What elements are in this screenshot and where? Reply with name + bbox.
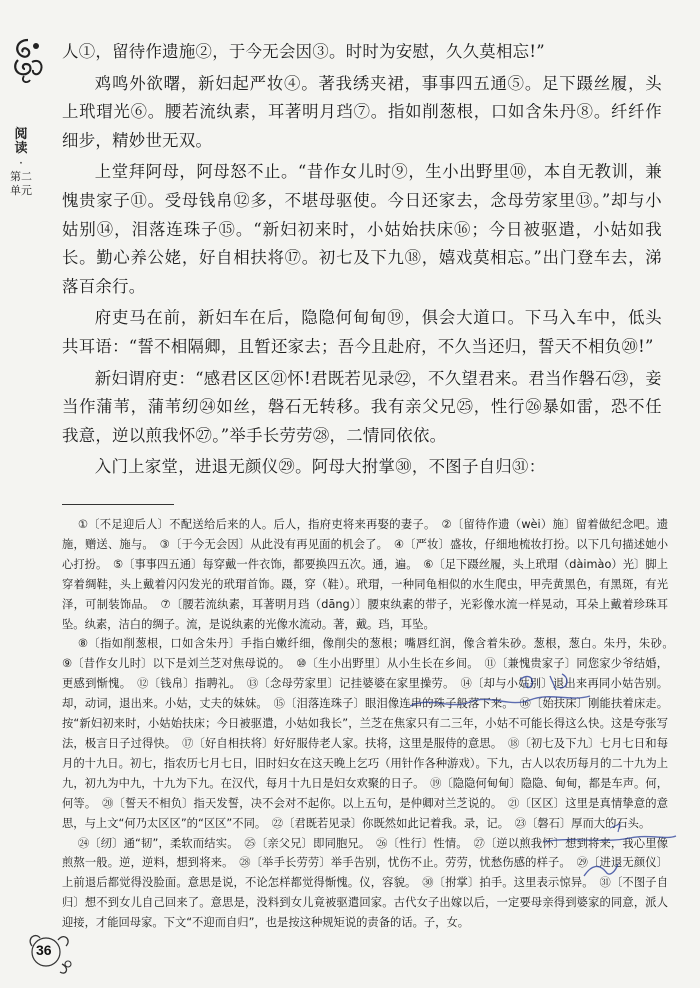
poem-paragraph: 上堂拜阿母，阿母怒不止。“昔作女儿时⑨，生小出野里⑩，本自无教训，兼愧贵家子⑪。受母钱帛⑫多，不堪母驱使。今日还家去，念母劳家里⑬。”却与小姑别⑭，泪落连珠子⑮。“新妇初来时，小姑始扶床⑯；今日被驱遣，小姑如我长。勤心养公姥，好自相扶将⑰。初七及下九⑱，嬉戏莫相忘。”出门登车去，涕落百余行。 [62,162,662,296]
footnote-block: ㉔〔纫〕通“韧”，柔软而结实。 ㉕〔亲父兄〕即同胞兄。 ㉖〔性行〕性情。 ㉗〔逆以煎我怀〕想到将来，我心里像煎熬一般。逆，逆料，想到将来。 ㉘〔举手长劳劳〕举手告别，忧伤不止。劳劳，忧愁伤感的样子。 ㉙〔进退无颜仪〕上前退后都觉得没脸面。意思是说，不论怎样都觉得惭愧。仪，容貌。 ㉚〔拊掌〕拍手。这里表示惊异。 ㉛〔不图子自归〕想不到女儿自己回来了。意思是，没料到女儿竟被驱遣回家。古代女子出嫁以后，一定要母亲得到婆家的同意，派人迎接，才能回母家。下文“不迎而自归”，也是按这种规矩说的责备的话。子，女。 [62,836,668,930]
footnote-block: ⑧〔指如削葱根，口如含朱丹〕手指白嫩纤细，像削尖的葱根；嘴唇红润，像含着朱砂。葱根，葱白。朱丹，朱砂。 ⑨〔昔作女儿时〕以下是刘兰芝对焦母说的。 ⑩〔生小出野里〕从小生长在乡间。 ⑪〔兼愧贵家子〕同您家少爷结婚，更感到惭愧。 ⑫〔钱帛〕指聘礼。 ⑬〔念母劳家里〕记挂婆婆在家里操劳。 ⑭〔却与小姑别〕退出来再同小姑告别。却，动词，退出来。小姑，丈夫的妹妹。 ⑮〔泪落连珠子〕眼泪像连串的珠子般落下来。 ⑯〔始扶床〕刚能扶着床走。按“新妇初来时，小姑始扶床；今日被驱遣，小姑如我长”，兰芝在焦家只有二三年，小姑不可能长得这么快。这是夸张写法，极言日子过得快。 ⑰〔好自相扶将〕好好服侍老人家。扶将，这里是服侍的意思。 ⑱〔初七及下九〕七月七日和每月的十九日。初七，指农历七月七日，旧时妇女在这天晚上乞巧（用针作各种游戏）。下九，古人以农历每月的二十九为上九，初九为中九，十九为下九。在汉代，每月十九日是妇女欢聚的日子。 ⑲〔隐隐何甸甸〕隐隐、甸甸，都是车声。何，何等。 ⑳〔誓天不相负〕指天发誓，决不会对不起你。以上五句，是仲卿对兰芝说的。 ㉑〔区区〕这里是真情挚意的意思，与上文“何乃太区区”的“区区”不同。 ㉒〔君既若见录〕你既然如此记着我。录，记。 ㉓〔磐石〕厚而大的石头。 [62,637,680,830]
footnote-divider [62,504,174,505]
poem-paragraph: 府吏马在前，新妇车在后，隐隐何甸甸⑲，俱会大道口。下马入车中，低头共耳语：“誓不相隔卿，且暂还家去；吾今且赴府，不久当还归，誓天不相负⑳!” [62,308,662,356]
footnotes [62,515,680,933]
poem-paragraph: 人①，留待作遗施②，于今无会因③。时时为安慰，久久莫相忘!” [62,42,545,61]
side-label-reading: 阅读 [14,127,28,156]
page-number-badge [26,928,76,978]
poem-body [62,38,662,482]
page-number: 36 [36,942,52,958]
unit-side-label [10,128,32,198]
poem-paragraph: 入门上家堂，进退无颜仪㉙。阿母大拊掌㉚，不图子自归㉛： [94,457,546,477]
side-label-dot: · [19,155,23,170]
swirl-ornament-icon [10,36,46,86]
poem-paragraph: 鸡鸣外欲曙，新妇起严妆④。著我绣夹裙，事事四五通⑤。足下蹑丝履，头上玳瑁光⑥。腰若流纨素，耳著明月珰⑦。指如削葱根，口如含朱丹⑧。纤纤作细步，精妙世无双。 [62,73,662,150]
poem-paragraph: 新妇谓府吏：“感君区区㉑怀!君既若见录㉒，不久望君来。君当作磐石㉓，妾当作蒲苇，蒲苇纫㉔如丝，磐石无转移。我有亲父兄㉕，性行㉖暴如雷，恐不任我意，逆以煎我怀㉗。”举手长劳劳㉘，二情同依依。 [62,368,662,445]
side-label-unit: 第二单元 [10,170,32,197]
footnote-block: ①〔不足迎后人〕不配送给后来的人。后人，指府吏将来再娶的妻子。 ②〔留待作遗（wèi）施〕留着做纪念吧。遗施，赠送、施与。 ③〔于今无会因〕从此没有再见面的机会了。 ④〔严妆〕盛妆，仔细地梳妆打扮。以下几句描述她小心打扮。 ⑤〔事事四五通〕每穿戴一件衣饰，都要换四五次。通，遍。 ⑥〔足下蹑丝履，头上玳瑁（dàimào）光〕脚上穿着绸鞋，头上戴着闪闪发光的玳瑁首饰。蹑，穿（鞋）。玳瑁，一种同龟相似的水生爬虫，甲壳黄黑色，有黑斑，有光泽，可制装饰品。 ⑦〔腰若流纨素，耳著明月珰（dāng）〕腰束纨素的带子，光彩像水流一样晃动，耳朵上戴着珍珠耳坠。纨素，洁白的绸子。流，是说纨素的光像水流动。著，戴。珰，耳坠。 [62,518,668,631]
